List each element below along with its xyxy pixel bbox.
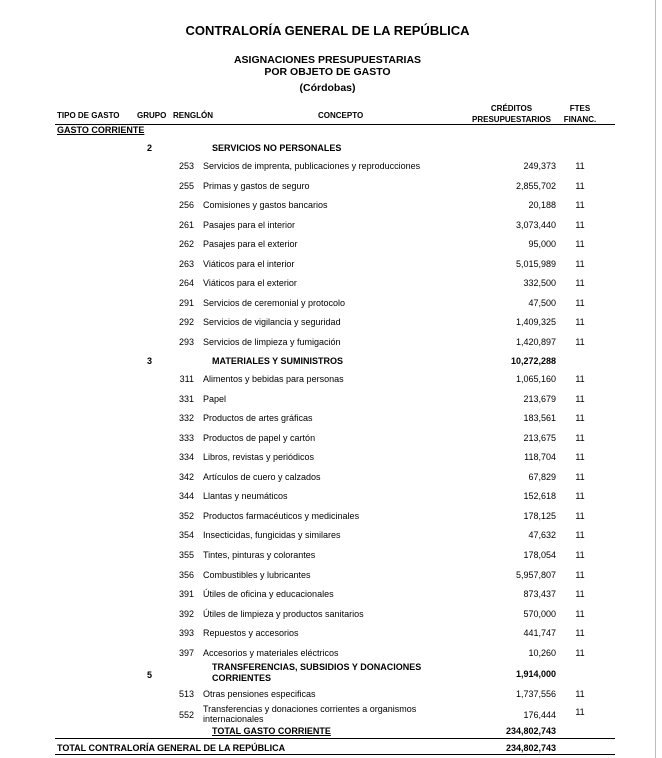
row-description: Útiles de limpieza y productos sanitarios [203,608,364,619]
table-row [0,609,655,628]
row-code: 393 [178,628,194,639]
row-description-line-1: Transferencias y donaciones corrientes a organismos [203,704,417,714]
row-code: 397 [178,647,194,658]
row-source: 11 [575,471,585,482]
document-title: CONTRALORÍA GENERAL DE LA REPÚBLICA [185,23,470,38]
row-description: Tintes, pinturas y colorantes [203,549,316,560]
row-amount: 1,737,556 [515,689,556,699]
group-code: 3 [147,356,153,366]
row-description: Insecticidas, fungicidas y similares [203,530,341,541]
row-description: Viáticos para el interior [203,258,295,269]
row-description: Llantas y neumáticos [203,491,288,502]
row-source: 11 [575,432,585,443]
table-row [0,491,655,510]
row-code: 344 [178,491,194,502]
row-source: 11 [575,219,585,230]
row-code: 392 [178,608,194,619]
group-title-line-2: CORRIENTES [212,673,272,683]
row-source: 11 [575,569,585,580]
row-description: Servicios de imprenta, publicaciones y reproducciones [203,161,421,171]
row-amount: 1,065,160 [515,374,556,384]
table-row [0,200,655,219]
row-amount: 332,500 [523,278,556,289]
row-amount: 178,125 [523,510,556,521]
row-amount: 2,855,702 [515,180,556,191]
row-source: 11 [575,628,585,639]
table-row [0,413,655,432]
row-description: Repuestos y accesorios [203,628,299,639]
group-code: 5 [147,670,153,680]
row-code: 332 [178,413,194,424]
group-code: 2 [147,143,153,153]
row-source: 11 [575,297,585,308]
row-amount: 152,618 [523,491,556,502]
row-description: Pasajes para el interior [203,219,296,230]
col-creditos-line-1: CRÉDITOS [490,104,533,113]
row-amount: 441,747 [523,628,556,639]
row-amount: 47,500 [528,297,556,308]
row-source: 11 [575,689,585,699]
row-source: 11 [575,510,585,521]
row-code: 552 [178,710,194,720]
row-code: 291 [178,297,194,308]
row-amount: 47,632 [528,530,556,541]
row-amount: 213,679 [523,393,556,404]
row-description: Servicios de limpieza y fumigación [203,336,341,347]
table-row [0,472,655,491]
row-source: 11 [575,393,585,404]
row-amount: 20,188 [528,200,556,211]
table-row [0,394,655,413]
row-amount: 873,437 [523,589,556,600]
row-description: Comisiones y gastos bancarios [203,200,328,211]
row-source: 11 [575,549,585,560]
row-description: Papel [203,393,227,404]
col-grupo: GRUPO [137,111,167,120]
row-code: 331 [178,393,194,404]
row-source: 11 [575,374,585,384]
col-tipo-gasto: TIPO DE GASTO [57,111,120,120]
row-code: 293 [178,336,194,347]
row-amount: 178,054 [523,549,556,560]
row-amount: 176,444 [523,710,556,720]
group-title: MATERIALES Y SUMINISTROS [212,356,344,366]
row-code: 354 [178,530,194,541]
row-source: 11 [575,161,585,171]
row-description: Combustibles y lubricantes [203,569,311,580]
col-renglon: RENGLÓN [173,111,213,120]
total-gasto-corriente-label: TOTAL GASTO CORRIENTE [212,726,331,736]
table-row [0,181,655,200]
table-row [0,530,655,549]
group-total: 10,272,288 [510,356,556,366]
row-description: Servicios de ceremonial y protocolo [203,297,346,308]
row-code: 391 [178,589,194,600]
table-row [0,298,655,317]
row-description: Artículos de cuero y calzados [203,471,321,482]
row-code: 256 [178,200,194,211]
row-amount: 10,260 [528,647,556,658]
table-row [0,511,655,530]
row-amount: 95,000 [528,239,556,250]
row-amount: 1,409,325 [515,317,556,328]
row-amount: 67,829 [528,471,556,482]
group-title: SERVICIOS NO PERSONALES [212,143,342,153]
currency-note: (Córdobas) [299,82,356,94]
row-code: 311 [179,374,194,384]
group-total: 1,914,000 [515,669,556,679]
subtitle-line-1: ASIGNACIONES PRESUPUESTARIAS [233,54,422,66]
row-amount: 5,015,989 [515,258,556,269]
table-row [0,317,655,336]
row-code: 356 [178,569,194,580]
table-row [0,239,655,258]
row-description: Productos de papel y cartón [203,432,316,443]
table-row [0,374,655,393]
total-rule-bottom [55,754,615,755]
row-source: 11 [575,180,585,191]
row-description: Libros, revistas y periódicos [203,452,315,463]
row-code: 352 [178,510,194,521]
row-description: Otras pensiones especificas [203,689,316,699]
section-gasto-corriente: GASTO CORRIENTE [57,125,145,135]
table-row [0,161,655,180]
table-row [0,628,655,647]
row-code: 513 [178,689,194,699]
row-amount: 570,000 [523,608,556,619]
row-description: Útiles de oficina y educacionales [203,589,334,600]
row-amount: 5,957,807 [515,569,556,580]
row-source: 11 [575,707,585,717]
row-amount: 213,675 [523,432,556,443]
total-rule-top [55,738,615,739]
row-source: 11 [575,589,585,600]
row-code: 342 [178,471,194,482]
table-row [0,259,655,278]
total-gasto-corriente-value: 234,802,743 [505,726,556,736]
row-description: Viáticos para el exterior [203,278,297,289]
row-source: 11 [575,317,585,328]
row-code: 292 [178,317,194,328]
group-title-line-1: TRANSFERENCIAS, SUBSIDIOS Y DONACIONES [212,662,422,672]
row-code: 264 [178,278,194,289]
table-row [0,220,655,239]
table-row [0,589,655,608]
row-description-line-2: internacionales [203,714,264,724]
table-row [0,278,655,297]
row-code: 334 [178,452,194,463]
row-description: Pasajes para el exterior [203,239,298,250]
table-row [0,570,655,589]
table-row [0,452,655,471]
row-source: 11 [575,491,585,502]
row-code: 262 [178,239,194,250]
row-code: 355 [178,549,194,560]
row-description: Productos de artes gráficas [203,413,313,424]
row-source: 11 [575,278,585,289]
row-source: 11 [575,258,585,269]
col-ftes-line-2: FINANC. [563,115,597,124]
row-source: 11 [575,200,585,211]
row-description: Primas y gastos de seguro [203,180,310,191]
row-description: Servicios de vigilancia y seguridad [203,317,341,328]
row-description: Productos farmacéuticos y medicinales [203,510,360,521]
col-concepto: CONCEPTO [318,111,364,120]
table-row [0,337,655,356]
row-amount: 3,073,440 [515,219,556,230]
row-code: 253 [178,161,194,171]
row-code: 333 [178,432,194,443]
total-cgr-label: TOTAL CONTRALORÍA GENERAL DE LA REPÚBLICA [57,743,286,753]
col-creditos-line-2: PRESUPUESTARIOS [472,115,551,124]
row-source: 11 [575,413,585,424]
row-code: 255 [178,180,194,191]
row-code: 261 [178,219,194,230]
row-amount: 118,704 [524,452,556,463]
row-code: 263 [178,258,194,269]
col-ftes-line-1: FTES [569,104,591,113]
row-amount: 183,561 [523,413,556,424]
table-row [0,433,655,452]
row-source: 11 [575,647,585,658]
total-cgr-value: 234,802,743 [505,743,556,753]
subtitle-line-2: POR OBJETO DE GASTO [264,66,391,78]
row-amount: 249,373 [523,161,556,171]
row-description: Accesorios y materiales eléctricos [203,647,339,658]
row-source: 11 [575,239,585,250]
row-source: 11 [575,336,585,347]
table-row [0,550,655,569]
row-source: 11 [575,608,585,619]
row-source: 11 [575,452,585,463]
row-description: Alimentos y bebidas para personas [203,374,344,384]
row-amount: 1,420,897 [515,336,556,347]
row-source: 11 [575,530,585,541]
